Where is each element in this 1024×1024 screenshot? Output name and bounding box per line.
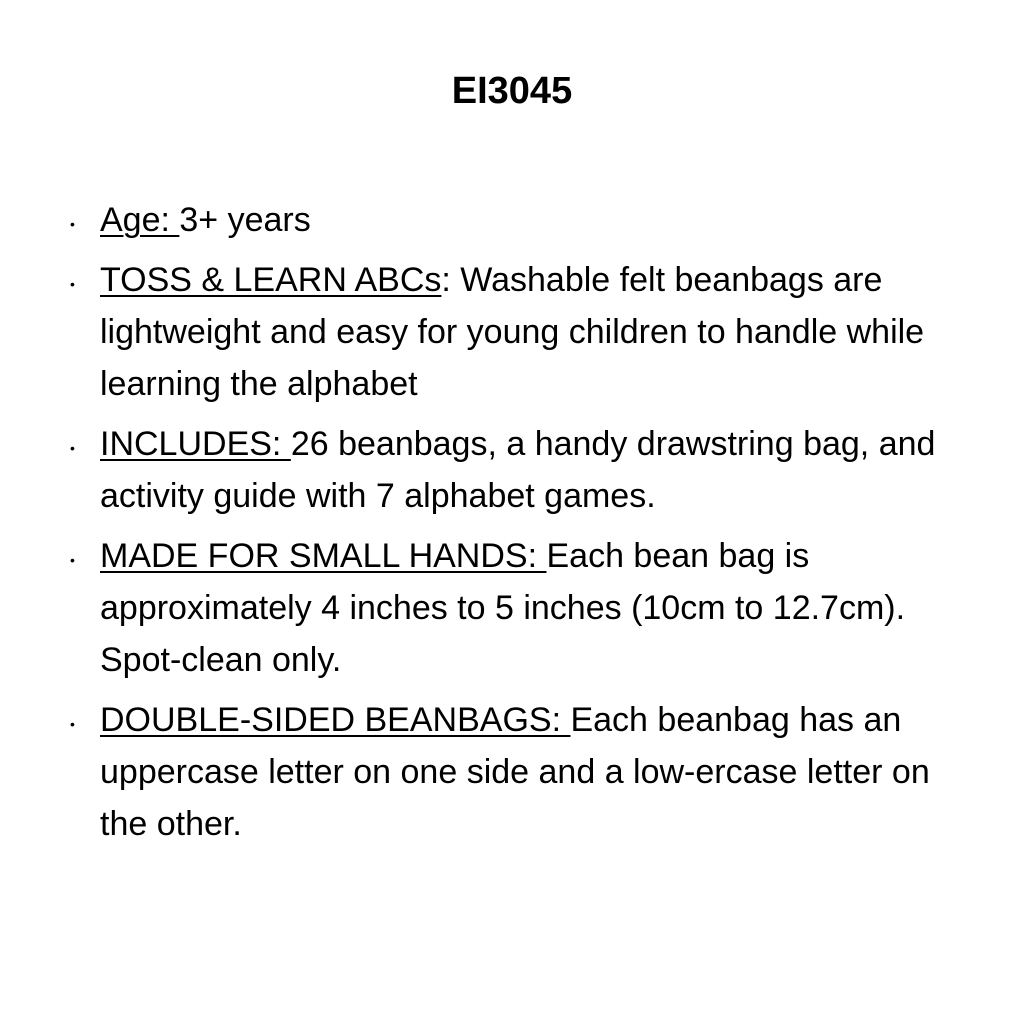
- item-label: TOSS & LEARN ABCs: [100, 261, 442, 299]
- item-label: DOUBLE-SIDED BEANBAGS:: [100, 701, 571, 739]
- list-item-includes: [60, 418, 980, 522]
- bullet-icon: •: [70, 552, 75, 568]
- feature-list: [60, 194, 980, 858]
- item-text: Each bean bag is approximately 4 inches to 5 inches (10cm to 12.7cm). Spot-clean only.: [100, 537, 906, 679]
- item-text: 26 beanbags, a handy drawstring bag, and activity guide with 7 alphabet games.: [100, 425, 936, 515]
- document-title: EI3045: [451, 70, 573, 112]
- list-item-age: [60, 194, 980, 246]
- bullet-icon: •: [70, 716, 75, 732]
- list-item-small-hands: [60, 530, 980, 686]
- item-label: Age:: [100, 201, 180, 239]
- list-item-double-sided: [60, 694, 980, 850]
- bullet-icon: •: [70, 276, 75, 292]
- item-label: INCLUDES:: [100, 425, 291, 463]
- list-item-toss-learn: [60, 254, 980, 410]
- item-label: MADE FOR SMALL HANDS:: [100, 537, 547, 575]
- item-text: 3+ years: [179, 201, 311, 239]
- bullet-icon: •: [70, 440, 75, 456]
- item-text: : Washable felt beanbags are lightweight and easy for young children to handle while learning the alphabet: [100, 261, 925, 403]
- item-text: Each beanbag has an uppercase letter on one side and a low-ercase letter on the other.: [100, 701, 930, 843]
- bullet-icon: •: [70, 216, 75, 232]
